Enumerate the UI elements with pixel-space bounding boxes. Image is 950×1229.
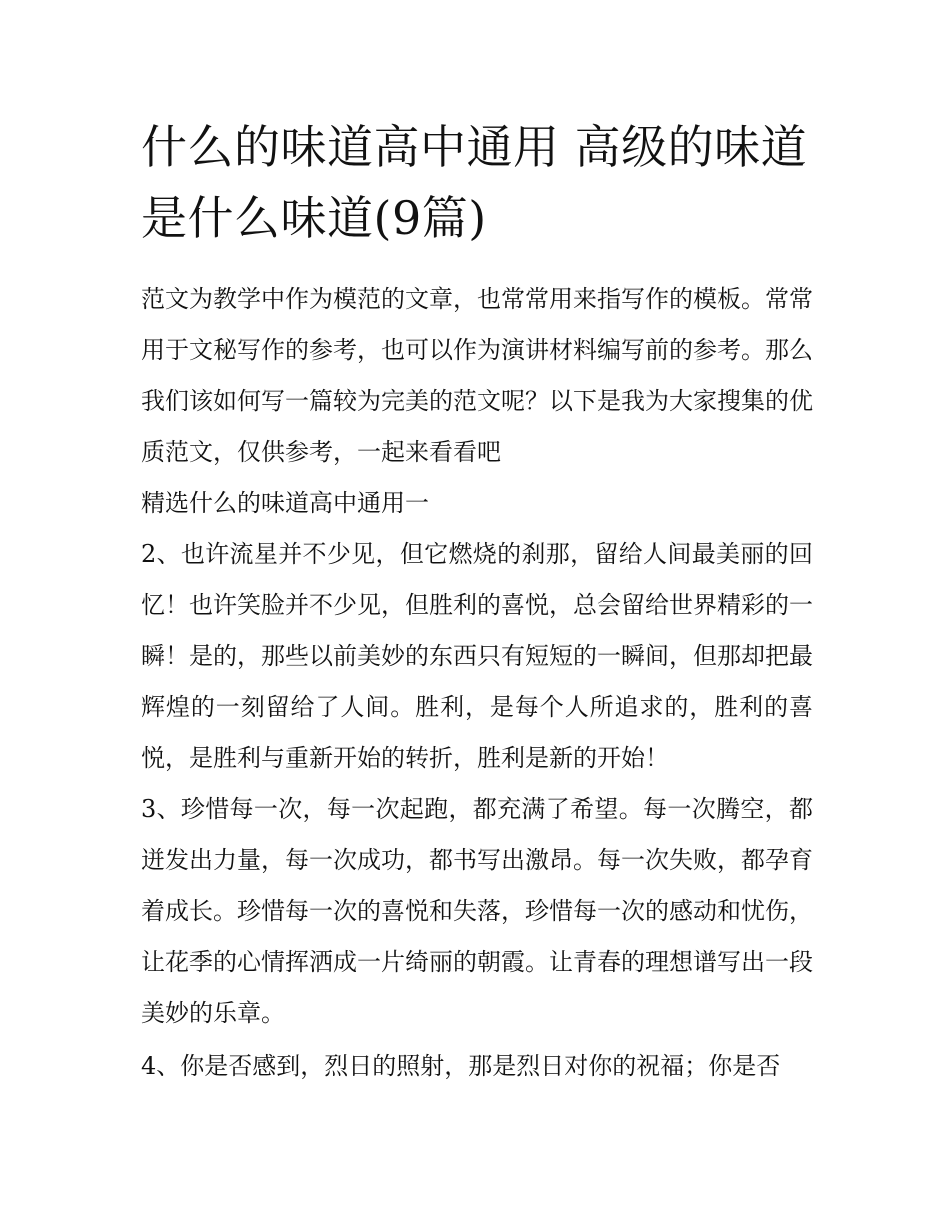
paragraph-3: 3、珍惜每一次，每一次起跑，都充满了希望。每一次腾空，都迸发出力量，每一次成功，都书写出激昂。每一次失败，都孕育着成长。珍惜每一次的喜悦和失落，珍惜每一次的感动和忧伤，让花季的心情挥洒成一片绮丽的朝霞。让青春的理想谱写出一段美妙的乐章。 [141,795,813,1027]
intro-paragraph: 范文为教学中作为模范的文章，也常常用来指写作的模板。常常用于文秘写作的参考，也可以作为演讲材料编写前的参考。那么我们该如何写一篇较为完美的范文呢？以下是我为大家搜集的优质范文，仅供参考，一起来看看吧 [141,285,813,466]
document-page [141,112,813,1092]
section-heading: 精选什么的味道高中通用一 [141,489,429,517]
document-title: 什么的味道高中通用 高级的味道是什么味道(9篇) [141,120,808,245]
paragraph-4: 4、你是否感到，烈日的照射，那是烈日对你的祝福；你是否 [141,1052,781,1080]
paragraph-2: 2、也许流星并不少见，但它燃烧的刹那，留给人间最美丽的回忆！也许笑脸并不少见，但胜利的喜悦，总会留给世界精彩的一瞬！是的，那些以前美妙的东西只有短短的一瞬间，但那却把最辉煌的一刻留给了人间。胜利，是每个人所追求的，胜利的喜悦，是胜利与重新开始的转折，胜利是新的开始！ [141,540,813,772]
